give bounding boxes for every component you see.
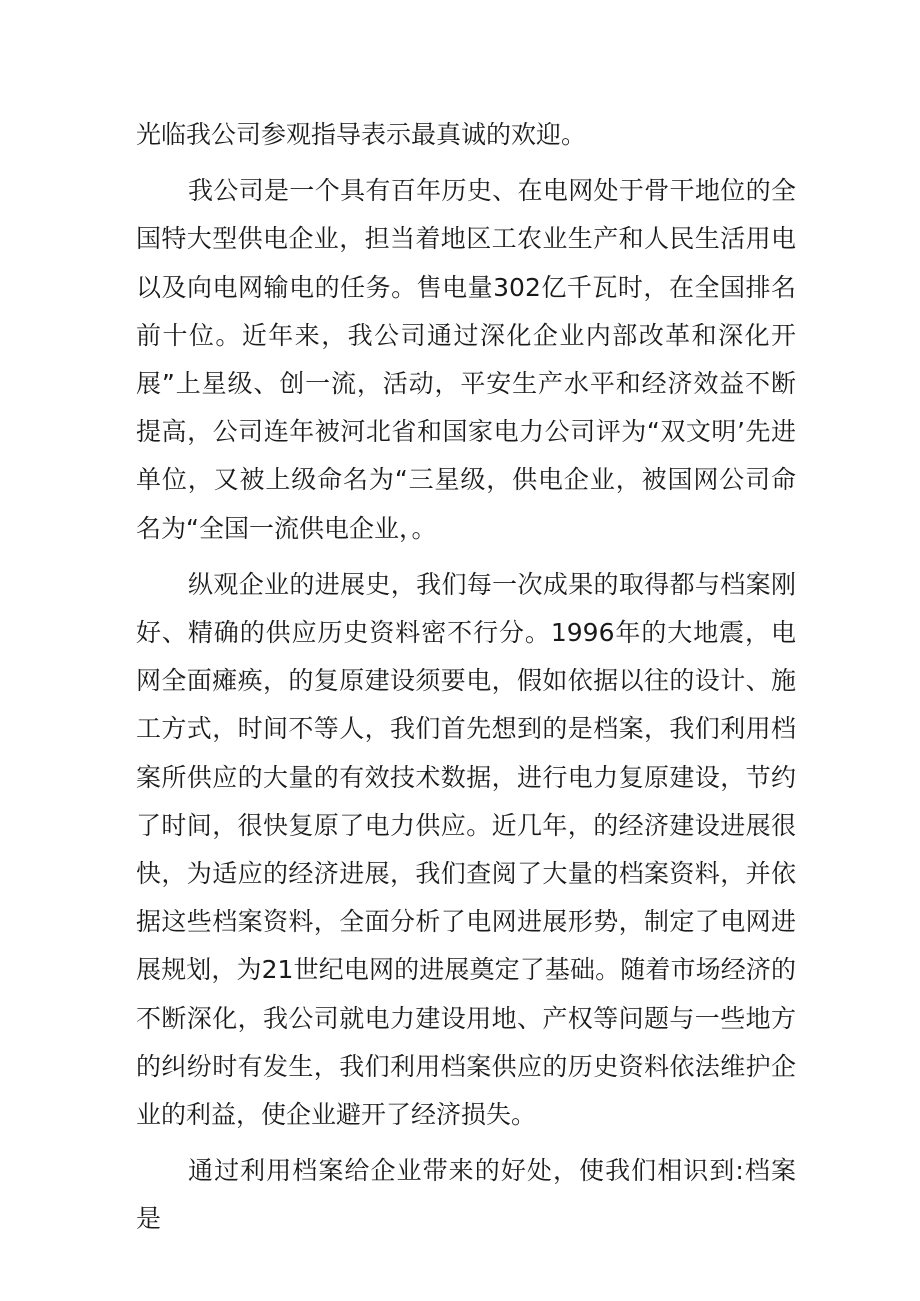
paragraph-continuation: 光临我公司参观指导表示最真诚的欢迎。 — [136, 120, 587, 149]
paragraph-company-intro: 我公司是一个具有百年历史、在电网处于骨干地位的全国特大型供电企业，担当着地区工农业生产和人民生活用电以及向电网输电的任务。售电量302亿千瓦时，在全国排名前十位。近年来，我公司通过深化企业内部改革和深化开展”上星级、创一流，活动，平安生产水平和经济效益不断提高，公司连年被河北省和国家电力公司评为“双文明’先进单位，又被上级命名为“三星级，供电企业，被国网公司命名为“全国一流供电企业，。 — [136, 176, 796, 543]
paragraph-archive-benefits: 通过利用档案给企业带来的好处，使我们相识到:档案是 — [136, 1156, 796, 1234]
body-text — [136, 111, 796, 1244]
paragraph-development-history: 纵观企业的进展史，我们每一次成果的取得都与档案刚好、精确的供应历史资料密不行分。1996年的大地震，电网全面瘫痪，的复原建设须要电，假如依据以往的设计、施工方式，时间不等人，我们首先想到的是档案，我们利用档案所供应的大量的有效技术数据，进行电力复原建设，节约了时间，很快复原了电力供应。近几年，的经济建设进展很快，为适应的经济进展，我们查阅了大量的档案资料，并依据这些档案资料，全面分析了电网进展形势，制定了电网进展规划，为21世纪电网的进展奠定了基础。随着市场经济的不断深化，我公司就电力建设用地、产权等问题与一些地方的纠纷时有发生，我们利用档案供应的历史资料依法维护企业的利益，使企业避开了经济损失。 — [136, 569, 796, 1130]
